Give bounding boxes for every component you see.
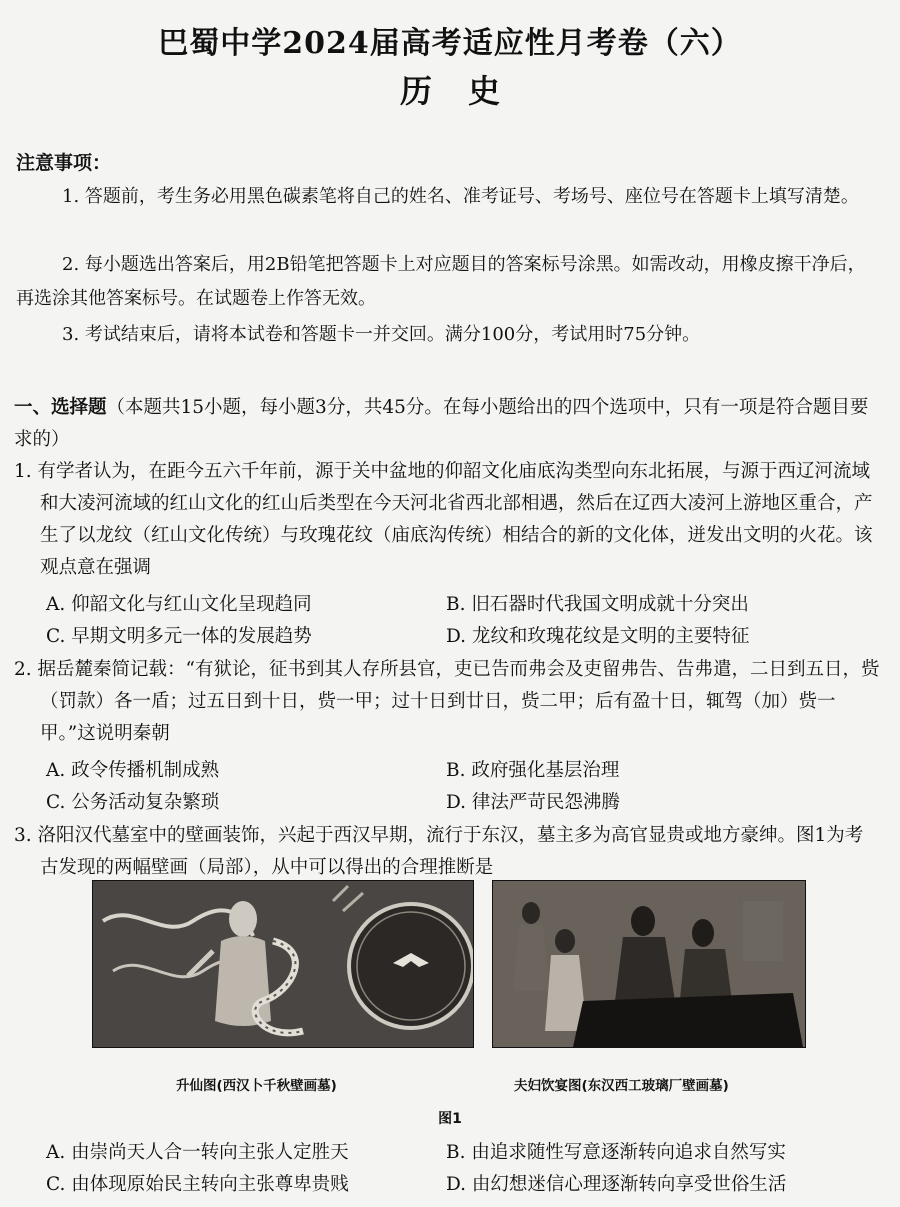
section-title: 一、选择题 <box>14 397 107 418</box>
question-2-option-a: A. 政令传播机制成熟 <box>46 760 220 781</box>
note-item-1: 1. 答题前，考生务必用黑色碳素笔将自己的姓名、准考证号、考场号、座位号在答题卡上填写清楚。 <box>62 186 859 207</box>
question-1-option-b: B. 旧石器时代我国文明成就十分突出 <box>446 594 749 615</box>
figure-label: 图1 <box>438 1111 462 1127</box>
question-1-options-row-2 <box>46 622 880 654</box>
question-2-option-c: C. 公务活动复杂繁琐 <box>46 792 220 813</box>
question-1-option-d: D. 龙纹和玫瑰花纹是文明的主要特征 <box>446 626 750 647</box>
question-2-options-row-2 <box>46 788 880 820</box>
note-item-3: 3. 考试结束后，请将本试卷和答题卡一并交回。满分100分，考试用时75分钟。 <box>62 324 701 345</box>
question-1-option-a: A. 仰韶文化与红山文化呈现趋同 <box>46 594 312 615</box>
notes-heading: 注意事项： <box>16 152 112 174</box>
ascension-mural-image <box>92 880 474 1048</box>
banquet-mural-graphic <box>493 881 805 1047</box>
exam-subject: 历史 <box>399 72 536 110</box>
ascension-mural-graphic <box>93 881 473 1047</box>
banquet-mural-caption: 夫妇饮宴图(东汉西工玻璃厂壁画墓) <box>514 1078 729 1094</box>
question-3-option-d: D. 由幻想迷信心理逐渐转向享受世俗生活 <box>446 1174 787 1195</box>
section-heading <box>14 392 880 456</box>
question-2-stem: 2. 据岳麓秦简记载：“有狱论，征书到其人存所县官，吏已告而弗会及吏留弗告、告弗遣，二日到五日，赀（罚款）各一盾；过五日到十日，赀一甲；过十日到廿日，赀二甲；后有盈十日，辄驾（加）赀一甲。”这说明秦朝 <box>14 659 880 744</box>
question-2-option-d: D. 律法严苛民怨沸腾 <box>446 792 620 813</box>
question-3-options-row-2 <box>46 1170 880 1202</box>
ascension-mural-caption: 升仙图(西汉卜千秋壁画墓) <box>176 1078 337 1094</box>
question-1-option-c: C. 早期文明多元一体的发展趋势 <box>46 626 312 647</box>
banquet-mural-image <box>492 880 806 1048</box>
question-2-option-b: B. 政府强化基层治理 <box>446 760 620 781</box>
question-1-options-row-1 <box>46 590 880 622</box>
question-2-options-row-1 <box>46 756 880 788</box>
section-description: （本题共15小题，每小题3分，共45分。在每小题给出的四个选项中，只有一项是符合题目要求的） <box>14 397 869 450</box>
question-3-options-row-1 <box>46 1138 880 1170</box>
question-3-stem: 3. 洛阳汉代墓室中的壁画装饰，兴起于西汉早期，流行于东汉，墓主多为高官显贵或地方豪绅。图1为考古发现的两幅壁画（局部），从中可以得出的合理推断是 <box>14 825 864 878</box>
question-3-option-b: B. 由追求随性写意逐渐转向追求自然写实 <box>446 1142 786 1163</box>
question-1-stem: 1. 有学者认为，在距今五六千年前，源于关中盆地的仰韶文化庙底沟类型向东北拓展，与源于西辽河流域和大凌河流域的红山文化的红山后类型在今天河北省西北部相遇，然后在辽西大凌河上游地区重合，产生了以龙纹（红山文化传统）与玫瑰花纹（庙底沟传统）相结合的新的文化体，迸发出文明的火花。该观点意在强调 <box>14 461 873 578</box>
question-3-option-c: C. 由体现原始民主转向主张尊卑贵贱 <box>46 1174 349 1195</box>
question-3-option-a: A. 由崇尚天人合一转向主张人定胜天 <box>46 1142 349 1163</box>
exam-title: 巴蜀中学2024届高考适应性月考卷（六） <box>158 26 742 61</box>
note-item-2: 2. 每小题选出答案后，用2B铅笔把答题卡上对应题目的答案标号涂黑。如需改动，用橡皮擦干净后，再选涂其他答案标号。在试题卷上作答无效。 <box>16 254 866 309</box>
